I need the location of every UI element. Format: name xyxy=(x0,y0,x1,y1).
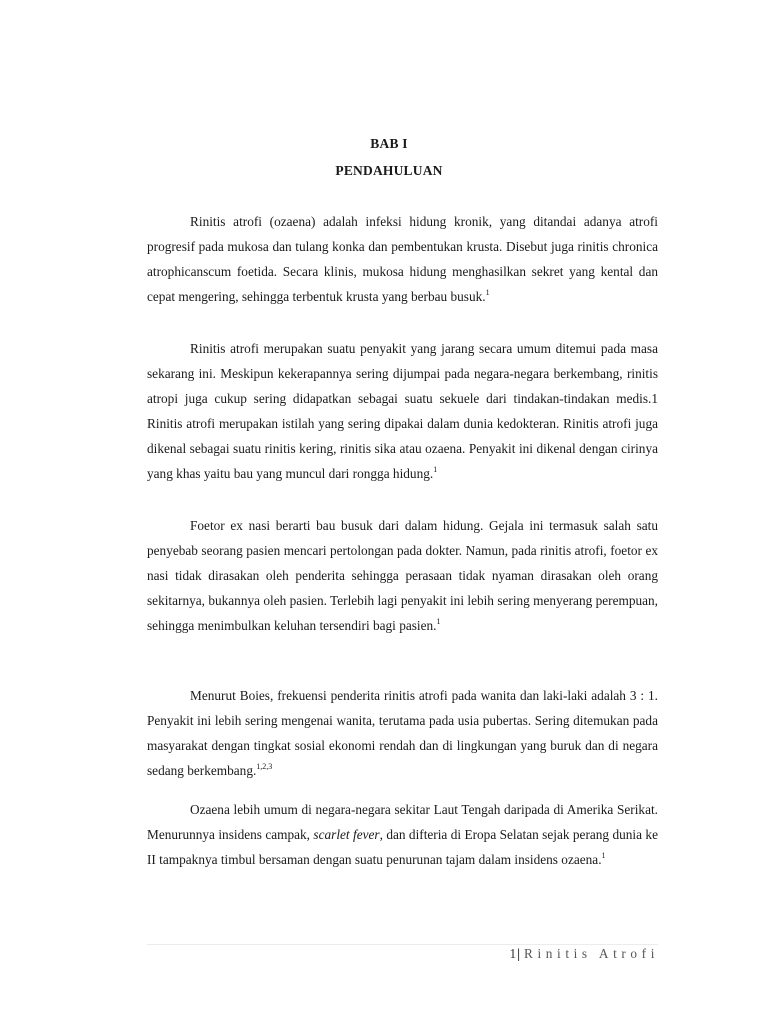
paragraph-5 xyxy=(147,797,658,872)
paragraph-5-text-after: , dan difteria di Eropa Selatan sejak perang dunia ke II tampaknya timbul bersaman dengan suatu penurunan tajam dalam insidens ozaena. xyxy=(147,827,658,867)
citation-ref: 1 xyxy=(433,464,438,474)
page-footer xyxy=(509,946,659,962)
citation-ref: 1 xyxy=(436,616,441,626)
chapter-title: PENDAHULUAN xyxy=(335,163,443,178)
footer-divider xyxy=(147,944,658,945)
paragraph-1 xyxy=(147,209,658,309)
paragraph-3-text: Foetor ex nasi berarti bau busuk dari dalam hidung. Gejala ini termasuk salah satu penyebab seorang pasien mencari pertolongan pada dokter. Namun, pada rinitis atrofi, foetor ex nasi tidak dirasakan oleh penderita sehingga perasaan tidak nyaman dirasakan oleh orang sekitarnya, bukannya oleh pasien. Terlebih lagi penyakit ini lebih sering menyerang perempuan, sehingga menimbulkan keluhan tersendiri bagi pasien. xyxy=(147,518,658,633)
page-number: 1 xyxy=(509,946,517,961)
citation-ref: 1,2,3 xyxy=(256,761,273,771)
paragraph-2-text: Rinitis atrofi merupakan suatu penyakit yang jarang secara umum ditemui pada masa sekarang ini. Meskipun kekerapannya sering dijumpai pada negara-negara berkembang, rinitis atropi juga cukup sering didapatkan sebagai suatu sekuele dari tindakan-tindakan medis.1 Rinitis atrofi merupakan istilah yang sering dipakai dalam dunia kedokteran. Rinitis atrofi juga dikenal sebagai suatu rinitis kering, rinitis sika atau ozaena. Penyakit ini dikenal dengan cirinya yang khas yaitu bau yang muncul dari rongga hidung. xyxy=(147,341,658,481)
paragraph-5-italic-term: scarlet fever xyxy=(313,827,380,842)
chapter-number: BAB I xyxy=(370,136,408,151)
paragraph-3 xyxy=(147,513,658,638)
paragraph-2 xyxy=(147,336,658,486)
paragraph-5-text-before: Ozaena lebih umum di negara-negara sekitar Laut Tengah daripada di Amerika Serikat. Menurunnya insidens campak, xyxy=(147,802,658,842)
running-title: Rinitis Atrofi xyxy=(524,946,659,961)
paragraph-4 xyxy=(147,683,658,783)
paragraph-4-text: Menurut Boies, frekuensi penderita rinitis atrofi pada wanita dan laki-laki adalah 3 : 1. Penyakit ini lebih sering mengenai wanita, terutama pada usia pubertas. Sering ditemukan pada masyarakat dengan tingkat sosial ekonomi rendah dan di lingkungan yang buruk dan di negara sedang berkembang. xyxy=(147,688,658,778)
citation-ref: 1 xyxy=(601,850,606,860)
footer-separator: | xyxy=(517,946,521,961)
paragraph-1-text: Rinitis atrofi (ozaena) adalah infeksi hidung kronik, yang ditandai adanya atrofi progresif pada mukosa dan tulang konka dan pembentukan krusta. Disebut juga rinitis chronica atrophicanscum foetida. Secara klinis, mukosa hidung menghasilkan sekret yang kental dan cepat mengering, sehingga terbentuk krusta yang berbau busuk. xyxy=(147,214,658,304)
citation-ref: 1 xyxy=(485,287,490,297)
